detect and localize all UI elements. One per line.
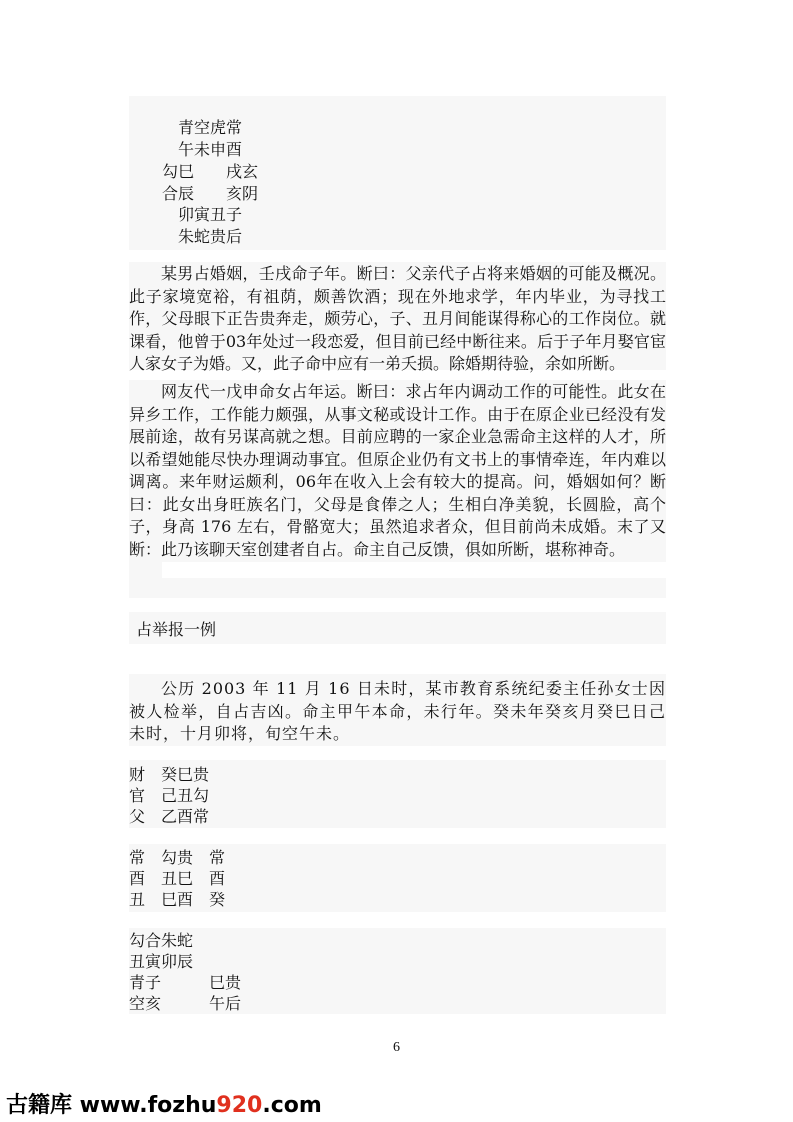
watermark-part-2: 920: [216, 1093, 263, 1118]
chart-a-line-2: 午未申酉: [178, 140, 243, 159]
chart-a-line-6: 朱蛇贵后: [178, 227, 243, 246]
gap: [129, 250, 666, 262]
chart-a-line-1: 青空虎常: [178, 118, 243, 137]
gap: [129, 644, 666, 674]
gap: [162, 562, 666, 578]
chart-b-line-3: 父 乙酉常: [129, 807, 210, 826]
page-number: 6: [393, 1040, 400, 1055]
gap: [129, 746, 666, 760]
gap: [129, 912, 666, 928]
paragraph-year-fortune: 网友代一戊申命女占年运。断曰：求占年内调动工作的可能性。此女在异乡工作，工作能力颇强，从事文秘或设计工作。由于在原企业已经没有发展前途，故有另谋高就之想。目前应聘的一家企业急需命主这样的人才，所以希望她能尽快办理调动事宜。但原企业仍有文书上的事情牵连，年内难以调离。来年财运颇利，06年在收入上会有较大的提高。问，婚姻如何？断曰：此女出身旺族名门，父母是食俸之人；生相白净美貌，长圆脸，高个子，身高 176 左右，骨骼宽大；虽然追求者众，但目前尚未成婚。末了又断：此乃该聊天室创建者自占。命主自己反馈，俱如所断，堪称神奇。: [129, 382, 666, 559]
chart-d-line-1: 勾合朱蛇: [129, 931, 194, 950]
chart-a-line-5: 卯寅丑子: [178, 205, 243, 224]
chart-a-line-4: 合辰 亥阴: [162, 184, 259, 203]
chart-d-line-2: 丑寅卯辰: [129, 952, 194, 971]
gap: [129, 598, 666, 612]
gap: [129, 828, 666, 844]
watermark-part-1: 古籍库 www.fozhu: [6, 1093, 217, 1118]
section-heading: 占举报一例: [136, 620, 217, 639]
chart-d-line-3: 青子 巳贵: [129, 973, 242, 992]
paragraph-report-case: 公历 2003 年 11 月 16 日未时，某市教育系统纪委主任孙女士因被人检举，自占吉凶。命主甲午本命，未行年。癸未年癸亥月癸巳日己未时，十月卯将，旬空午未。: [129, 679, 666, 743]
watermark-part-3: .com: [262, 1093, 322, 1118]
chart-a-line-3: 勾巳 戌玄: [162, 162, 259, 181]
chart-c-line-1: 常 勾贵 常: [129, 848, 226, 867]
paragraph-marriage: 某男占婚姻，壬戌命子年。断曰：父亲代子占将来婚姻的可能及概况。此子家境宽裕，有祖荫，颇善饮酒；现在外地求学，年内毕业，为寻找工作，父母眼下正告贵奔走，颇劳心，子、丑月间能谋得称心的工作岗位。就课看，他曾于03年处过一段恋爱，但目前已经中断往来。后于子年月娶官宦人家女子为婚。又，此子命中应有一弟夭损。除婚期待验，余如所断。: [129, 264, 666, 373]
chart-d-line-4: 空亥 午后: [129, 994, 242, 1013]
chart-c-line-2: 酉 丑巳 酉: [129, 869, 226, 888]
chart-b-line-1: 财 癸巳贵: [129, 765, 210, 784]
chart-b-line-2: 官 己丑勾: [129, 786, 210, 805]
chart-c-line-3: 丑 巳酉 癸: [129, 890, 226, 909]
site-watermark: [6, 1088, 322, 1119]
